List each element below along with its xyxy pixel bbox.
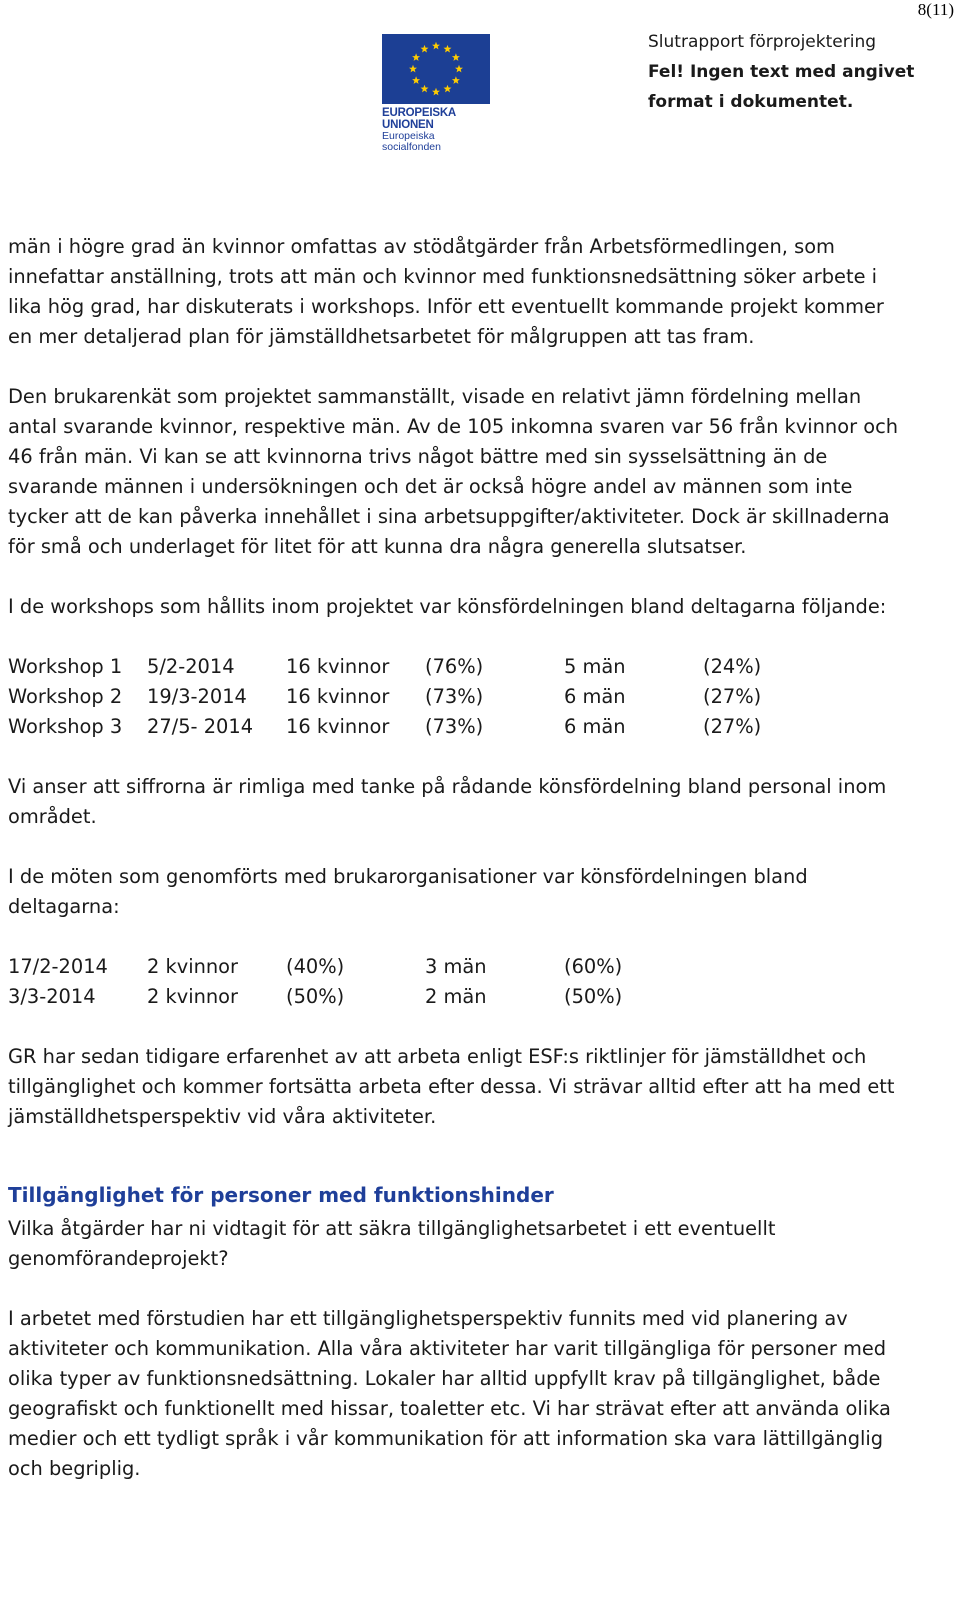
table-cell: (24%) — [703, 655, 762, 678]
table-cell: 3/3-2014 — [8, 985, 96, 1008]
paragraph-6: GR har sedan tidigare erfarenhet av att arbeta enligt ESF:s riktlinjer för jämställdhet och tillgänglighet och kommer fortsätta arbeta efter dessa. Vi strävar alltid efter att ha med ett jämställdhetsperspektiv vid våra aktiviteter. — [8, 1045, 895, 1128]
eu-logo-line1: EUROPEISKA UNIONEN — [382, 107, 456, 131]
table-cell: (60%) — [564, 955, 623, 978]
workshop-row — [8, 682, 842, 712]
table-cell: (40%) — [286, 955, 345, 978]
table-cell: 16 kvinnor — [286, 685, 390, 708]
table-cell: 5 män — [564, 655, 626, 678]
header-error-text: Fel! Ingen text med angivet format i dokumentet. — [648, 62, 915, 112]
table-cell: 2 kvinnor — [147, 955, 239, 978]
table-cell: Workshop 2 — [8, 685, 123, 708]
meeting-table — [8, 952, 703, 1012]
paragraph-4: Vi anser att siffrorna är rimliga med tanke på rådande könsfördelning bland personal inom området. — [8, 775, 887, 828]
eu-logo — [382, 34, 492, 153]
paragraph-2: Den brukarenkät som projektet sammanställt, visade en relativt jämn fördelning mellan antal svarande kvinnor, respektive män. Av de 105 inkomna svaren var 56 från kvinnor och 46 från män. Vi kan se att kvinnorna trivs något bättre med sin sysselsättning än de svarande männen i undersökningen och det är också högre andel av männen som inte tycker att de kan påverka innehållet i sina arbetsuppgifter/aktiviteter. Dock är skillnaderna för små och underlaget för litet för att kunna dra några generella slutsatser. — [8, 385, 899, 558]
workshop-row — [8, 712, 842, 742]
table-cell: (27%) — [703, 715, 762, 738]
paragraph-5: I de möten som genomförts med brukarorganisationer var könsfördelningen bland deltagarna: — [8, 865, 808, 918]
table-cell: 3 män — [425, 955, 487, 978]
table-cell: 16 kvinnor — [286, 715, 390, 738]
workshop-table — [8, 652, 842, 742]
page-number: 8(11) — [917, 0, 954, 19]
table-cell: 6 män — [564, 685, 626, 708]
table-cell: 2 män — [425, 985, 487, 1008]
section-question: Vilka åtgärder har ni vidtagit för att säkra tillgänglighetsarbetet i ett eventuellt genomförandeprojekt? — [8, 1217, 776, 1270]
eu-flag-icon — [382, 34, 490, 104]
report-title: Slutrapport förprojektering — [648, 32, 877, 52]
table-cell: 5/2-2014 — [147, 655, 235, 678]
table-cell: (73%) — [425, 685, 484, 708]
table-cell: 17/2-2014 — [8, 955, 108, 978]
table-cell: (50%) — [286, 985, 345, 1008]
table-cell: 16 kvinnor — [286, 655, 390, 678]
paragraph-3: I de workshops som hållits inom projektet var könsfördelningen bland deltagarna följande: — [8, 595, 887, 618]
table-cell: (76%) — [425, 655, 484, 678]
eu-logo-line2: Europeiska socialfonden — [382, 130, 441, 153]
table-cell: 27/5- 2014 — [147, 715, 254, 738]
table-cell: 2 kvinnor — [147, 985, 239, 1008]
table-cell: Workshop 3 — [8, 715, 123, 738]
document-header — [648, 27, 948, 117]
table-cell: Workshop 1 — [8, 655, 123, 678]
meeting-row — [8, 952, 703, 982]
table-cell: (27%) — [703, 685, 762, 708]
document-body — [8, 232, 908, 1514]
table-cell: (73%) — [425, 715, 484, 738]
meeting-row — [8, 982, 703, 1012]
table-cell: 19/3-2014 — [147, 685, 247, 708]
paragraph-1: män i högre grad än kvinnor omfattas av stödåtgärder från Arbetsförmedlingen, som innefattar anställning, trots att män och kvinnor med funktionsnedsättning söker arbete i lika hög grad, har diskuterats i workshops. Inför ett eventuellt kommande projekt kommer en mer detaljerad plan för jämställdhetsarbetet för målgruppen att tas fram. — [8, 235, 884, 348]
paragraph-7: I arbetet med förstudien har ett tillgänglighetsperspektiv funnits med vid planering av aktiviteter och kommunikation. Alla våra aktiviteter har varit tillgängliga för personer med olika typer av funktionsnedsättning. Lokaler har alltid uppfyllt krav på tillgänglighet, både geografiskt och funktionellt med hissar, toaletter etc. Vi har strävat efter att använda olika medier och ett tydligt språk i vår kommunikation för att information ska vara lättillgänglig och begriplig. — [8, 1307, 891, 1480]
workshop-row — [8, 652, 842, 682]
table-cell: (50%) — [564, 985, 623, 1008]
table-cell: 6 män — [564, 715, 626, 738]
section-heading: Tillgänglighet för personer med funktionshinder — [8, 1183, 554, 1207]
